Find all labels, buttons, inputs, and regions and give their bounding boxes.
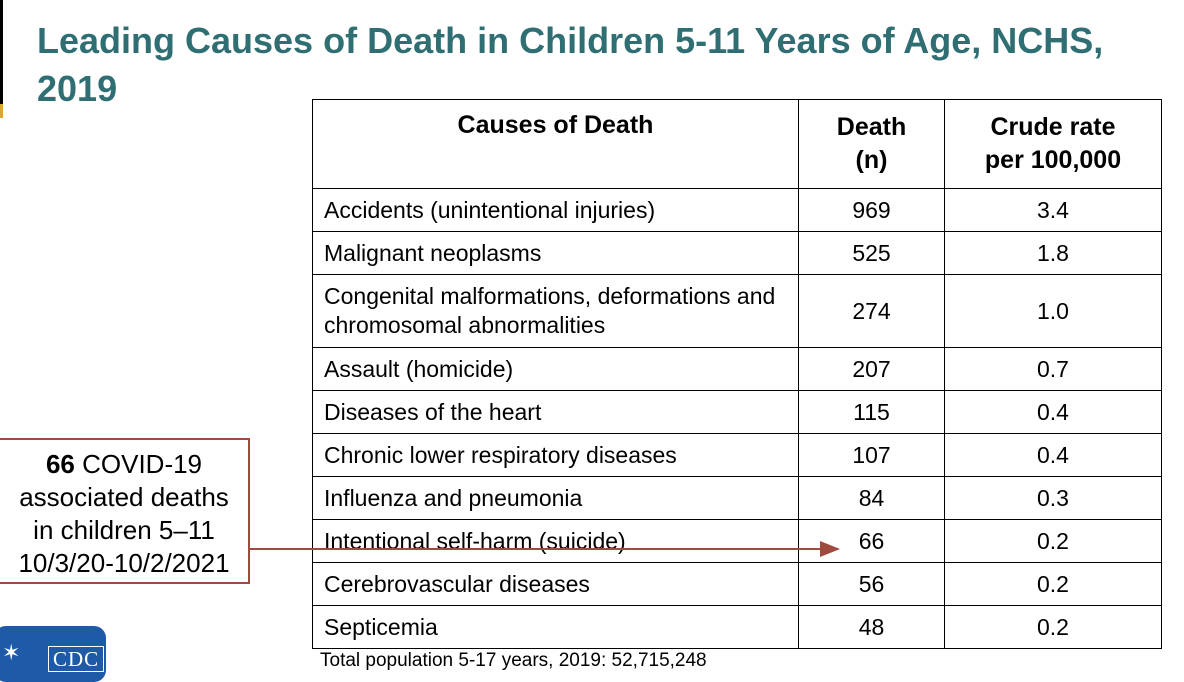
deaths-cell: 969 bbox=[799, 189, 945, 232]
cause-cell: Assault (homicide) bbox=[313, 348, 799, 391]
callout-count: 66 bbox=[45, 449, 75, 479]
header-death-line2: (n) bbox=[855, 146, 888, 174]
deaths-cell: 525 bbox=[799, 232, 945, 275]
rate-cell: 0.2 bbox=[945, 520, 1162, 563]
cause-cell: Cerebrovascular diseases bbox=[313, 563, 799, 606]
deaths-cell: 115 bbox=[799, 391, 945, 434]
deaths-cell: 274 bbox=[799, 275, 945, 348]
callout-line4: 10/3/20-10/2/2021 bbox=[18, 548, 230, 578]
deaths-cell: 107 bbox=[799, 434, 945, 477]
cause-cell: Accidents (unintentional injuries) bbox=[313, 189, 799, 232]
rate-cell: 3.4 bbox=[945, 189, 1162, 232]
header-rate-line2: per 100,000 bbox=[984, 146, 1122, 174]
rate-cell: 0.2 bbox=[945, 606, 1162, 649]
cause-cell: Influenza and pneumonia bbox=[313, 477, 799, 520]
cdc-logo-text: CDC bbox=[48, 646, 104, 672]
rate-cell: 0.7 bbox=[945, 348, 1162, 391]
deaths-cell: 56 bbox=[799, 563, 945, 606]
cause-cell: Malignant neoplasms bbox=[313, 232, 799, 275]
header-cause-label: Causes of Death bbox=[457, 111, 654, 139]
callout-line3: in children 5–11 bbox=[33, 515, 215, 545]
header-rate-line1: Crude rate bbox=[990, 113, 1116, 141]
callout-line2: associated deaths bbox=[19, 482, 229, 512]
header-death-line1: Death bbox=[836, 113, 907, 141]
rate-cell: 0.4 bbox=[945, 434, 1162, 477]
deaths-cell: 48 bbox=[799, 606, 945, 649]
population-footnote: Total population 5-17 years, 2019: 52,715,248 bbox=[320, 650, 707, 671]
rate-cell: 0.2 bbox=[945, 563, 1162, 606]
deaths-cell: 84 bbox=[799, 477, 945, 520]
rate-cell: 1.0 bbox=[945, 275, 1162, 348]
deaths-cell: 207 bbox=[799, 348, 945, 391]
rate-cell: 0.4 bbox=[945, 391, 1162, 434]
cause-cell: Congenital malformations, deformations and chromosomal abnormalities bbox=[313, 275, 799, 348]
cause-cell: Septicemia bbox=[313, 606, 799, 649]
hhs-eagle-icon: ✶ bbox=[2, 640, 21, 665]
callout-line1-text: COVID-19 bbox=[74, 449, 203, 479]
cause-cell: Intentional self-harm (suicide) bbox=[313, 520, 799, 563]
cause-cell: Chronic lower respiratory diseases bbox=[313, 434, 799, 477]
page-title: Leading Causes of Death in Children 5-11 Years of Age, NCHS, 2019 bbox=[37, 20, 1104, 109]
deaths-cell: 66 bbox=[799, 520, 945, 563]
rate-cell: 1.8 bbox=[945, 232, 1162, 275]
rate-cell: 0.3 bbox=[945, 477, 1162, 520]
cause-cell: Diseases of the heart bbox=[313, 391, 799, 434]
